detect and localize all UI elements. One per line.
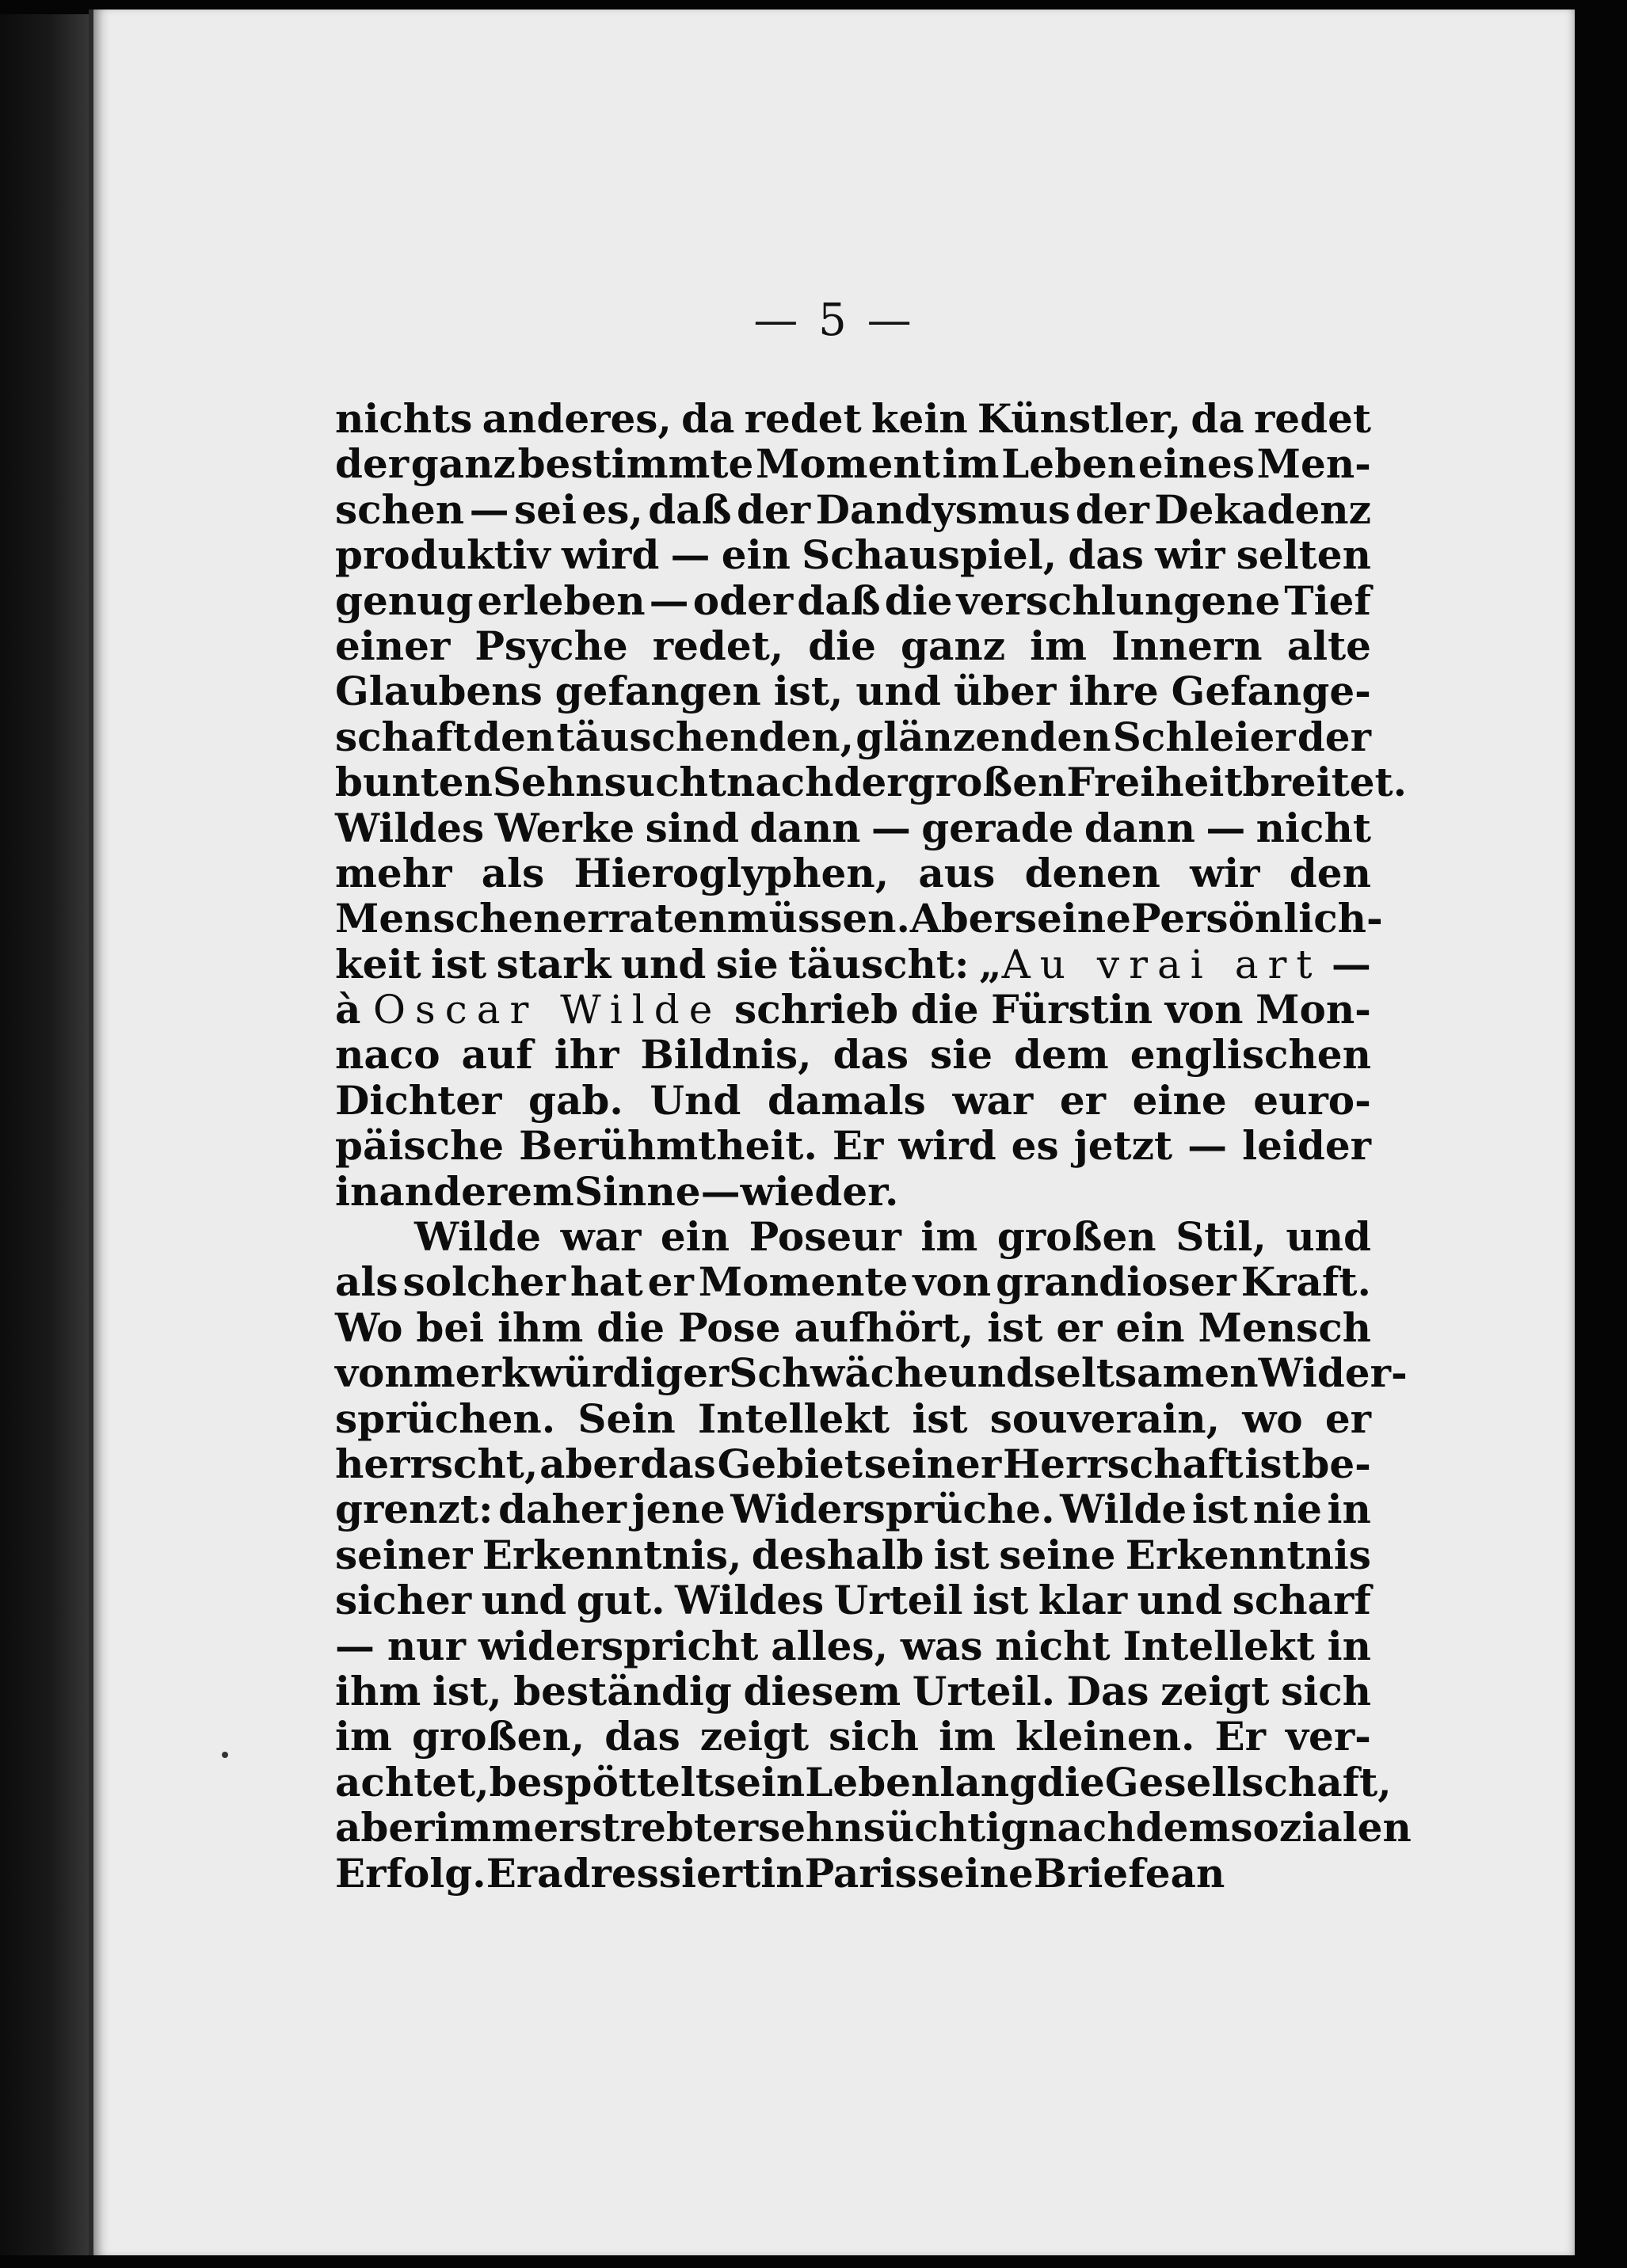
text-line	[335, 1623, 1371, 1669]
word: und	[481, 1577, 567, 1624]
text-line	[335, 1669, 1371, 1714]
word: im	[942, 440, 1000, 488]
word: grandioser	[996, 1258, 1236, 1306]
word: —	[335, 1622, 375, 1669]
word: Wo	[335, 1303, 403, 1351]
word: seiner	[335, 1531, 473, 1578]
word: ist,	[773, 668, 844, 715]
word: und	[948, 1349, 1034, 1397]
word: —	[871, 804, 911, 851]
facing-page-edge	[0, 14, 93, 2255]
text-line	[335, 1441, 1371, 1486]
word: sicher	[335, 1577, 472, 1624]
text-line	[335, 1214, 1371, 1259]
word: von	[335, 1349, 413, 1397]
word: dann	[1084, 804, 1195, 851]
word: anderes,	[482, 395, 672, 442]
text-line	[335, 623, 1371, 668]
word: Glaubens	[335, 668, 543, 715]
word: Wilde	[414, 1213, 542, 1261]
word: aus	[918, 849, 996, 896]
word: zeigt	[1160, 1667, 1270, 1714]
word: Men-	[1256, 440, 1371, 488]
word: Pose	[677, 1303, 781, 1351]
word: Tief	[1284, 577, 1371, 624]
word: aber	[335, 1804, 435, 1851]
word: als	[335, 1258, 398, 1306]
word: Gesellschaft,	[1104, 1758, 1392, 1806]
word: daher	[498, 1486, 627, 1533]
word: souverain,	[989, 1395, 1220, 1442]
word: achtet,	[335, 1758, 490, 1806]
word: produktiv	[335, 531, 551, 579]
word: in	[1327, 1486, 1371, 1533]
word: kleinen.	[1015, 1713, 1195, 1760]
text-line	[335, 1396, 1371, 1441]
word: Wider-	[1258, 1349, 1408, 1397]
word: Wildes	[675, 1577, 825, 1624]
word: einer	[335, 622, 451, 669]
word: scharf	[1232, 1577, 1371, 1624]
word: ihm	[497, 1303, 584, 1351]
word: nur	[387, 1622, 466, 1669]
word: euro-	[1253, 1076, 1371, 1124]
word: großen,	[411, 1713, 585, 1760]
text-line	[335, 1259, 1371, 1304]
word: eines	[1137, 440, 1255, 488]
word: Leben	[805, 1758, 940, 1806]
text-line	[335, 805, 1371, 850]
word: Poseur	[749, 1213, 901, 1261]
word: lang	[939, 1758, 1038, 1806]
word: keit	[335, 940, 421, 987]
word: schrieb	[734, 986, 899, 1033]
word: Erkenntnis	[1125, 1531, 1371, 1578]
word: aber	[539, 1440, 639, 1487]
word: den	[473, 713, 555, 760]
word: zeigt	[699, 1713, 810, 1760]
word: alles,	[771, 1622, 888, 1669]
word: sie	[715, 940, 779, 987]
word: wird	[561, 531, 660, 579]
word: redet,	[652, 622, 784, 669]
word: Widersprüche.	[730, 1486, 1055, 1533]
word: von	[1164, 986, 1244, 1033]
word: Stil,	[1175, 1213, 1267, 1261]
word: diesem	[743, 1667, 901, 1714]
word: im	[335, 1713, 392, 1760]
word: Urteil.	[912, 1667, 1055, 1714]
word: Wildes	[335, 804, 485, 851]
word: die	[808, 622, 876, 669]
word: Menschen	[335, 895, 562, 942]
word: deshalb	[751, 1531, 924, 1578]
word: breitet.	[1242, 759, 1408, 806]
word: denen	[1024, 849, 1160, 896]
word: in	[335, 1167, 379, 1215]
word: wir	[1155, 531, 1225, 579]
word: daß	[648, 485, 732, 533]
word: damals	[767, 1076, 926, 1124]
word: Gefange-	[1171, 668, 1371, 715]
word: im	[920, 1213, 978, 1261]
word: naco	[335, 1031, 440, 1079]
word: die	[910, 986, 979, 1033]
word: bei	[416, 1303, 485, 1351]
word: er	[647, 1258, 694, 1306]
word: Dekadenz	[1154, 485, 1371, 533]
word: schaft	[335, 713, 471, 760]
word: anderem	[379, 1167, 574, 1215]
word: beständig	[513, 1667, 732, 1714]
word: die	[596, 1303, 665, 1351]
word: ist	[933, 1531, 989, 1578]
word: Leben	[1001, 440, 1137, 488]
word: nichts	[335, 395, 473, 442]
word: war	[560, 1213, 642, 1261]
word: redet	[1253, 395, 1371, 442]
word: genug	[335, 577, 474, 624]
word: ein	[1115, 1303, 1185, 1351]
word: dem	[1135, 1804, 1231, 1851]
word: seine	[999, 1531, 1116, 1578]
word: Mon-	[1255, 986, 1371, 1033]
word: der	[335, 440, 410, 488]
word: Intellekt	[697, 1395, 890, 1442]
word: Dichter	[335, 1076, 502, 1124]
word: Aber	[909, 895, 1015, 942]
word: Dandysmus	[815, 485, 1071, 533]
word: nach	[726, 759, 834, 806]
text-line	[335, 668, 1371, 714]
word: Innern	[1111, 622, 1263, 669]
text-line	[335, 532, 1371, 577]
word: das	[1068, 531, 1144, 579]
word: Und	[650, 1076, 741, 1124]
word: dann	[749, 804, 861, 851]
word: ihm	[335, 1667, 421, 1714]
word: wird	[898, 1122, 996, 1170]
word: herrscht,	[335, 1440, 539, 1487]
word: klar	[1038, 1577, 1128, 1624]
text-line	[335, 895, 1383, 942]
word: Gebiet	[717, 1440, 863, 1487]
word: hat	[570, 1258, 643, 1306]
page	[89, 10, 1575, 2255]
word: ihre	[1069, 668, 1159, 715]
text-line	[335, 714, 1371, 759]
word: nach	[1028, 1804, 1136, 1851]
word: ist	[912, 1395, 968, 1442]
word: bestimmte	[517, 440, 754, 488]
word: an	[1170, 1849, 1225, 1897]
word: gab.	[528, 1076, 623, 1124]
word: ganz	[410, 440, 516, 488]
word: Kraft.	[1240, 1258, 1371, 1306]
text-line	[335, 487, 1371, 532]
text-line	[335, 1714, 1371, 1759]
word: er	[1059, 1076, 1107, 1124]
word: sei	[514, 485, 577, 533]
word: —	[1331, 940, 1371, 987]
word: Herrschaft	[1002, 1440, 1244, 1487]
word: jetzt	[1073, 1122, 1173, 1170]
word: Moment	[755, 440, 940, 488]
word: gerade	[921, 804, 1074, 851]
word: das	[833, 1031, 909, 1079]
word: Fürstin	[991, 986, 1153, 1033]
word: adressiert	[537, 1849, 761, 1897]
word: Er	[832, 1122, 884, 1170]
word: Sinne	[573, 1167, 701, 1215]
word: die	[884, 577, 953, 624]
word: immer	[434, 1804, 580, 1851]
word: der	[1297, 713, 1371, 760]
text-line	[335, 1032, 1371, 1077]
word: Persönlich-	[1130, 895, 1383, 942]
word: im	[939, 1713, 996, 1760]
word: bunten	[335, 759, 493, 806]
spaced-emphasis-word: Oscar Wilde	[373, 987, 722, 1033]
word: den	[1289, 849, 1371, 896]
word: Intellekt	[1122, 1622, 1315, 1669]
word: ist	[972, 1577, 1029, 1624]
word: ein	[721, 531, 791, 579]
word: täuschenden,	[556, 713, 854, 760]
word: was	[900, 1622, 983, 1669]
word: be-	[1301, 1440, 1371, 1487]
word: ist	[1191, 1486, 1248, 1533]
text-line	[335, 1532, 1371, 1577]
word: da	[1191, 395, 1244, 442]
text-line	[335, 1577, 1371, 1623]
word: wir	[1190, 849, 1260, 896]
word: Freiheit	[1066, 759, 1243, 806]
word: die	[1037, 1758, 1105, 1806]
word: Er	[1214, 1713, 1266, 1760]
word: nicht	[1255, 804, 1371, 851]
word: und	[1137, 1577, 1223, 1624]
word: er	[1056, 1303, 1103, 1351]
word: und	[1286, 1213, 1371, 1261]
text-line	[335, 441, 1371, 486]
word: gefangen	[554, 668, 761, 715]
word: ist	[987, 1303, 1043, 1351]
word: das	[604, 1713, 680, 1760]
word: sein	[713, 1758, 806, 1806]
word: großen	[996, 1213, 1156, 1261]
word: Erfolg.	[335, 1849, 486, 1897]
word: der	[1075, 485, 1149, 533]
word: redet	[744, 395, 862, 442]
word: alte	[1286, 622, 1371, 669]
word: merkwürdiger	[413, 1349, 730, 1397]
word: das	[640, 1440, 716, 1487]
word: solcher	[402, 1258, 566, 1306]
word: es	[1011, 1122, 1059, 1170]
word: nicht	[995, 1622, 1111, 1669]
word: er	[1324, 1395, 1371, 1442]
word: selten	[1236, 531, 1371, 579]
word: da	[681, 395, 735, 442]
word: —	[670, 531, 711, 579]
text-line	[335, 987, 1371, 1032]
word: —	[1206, 804, 1246, 851]
word: Hieroglyphen,	[573, 849, 890, 896]
word: nie	[1252, 1486, 1322, 1533]
word: wo	[1242, 1395, 1303, 1442]
word: täuscht:	[788, 940, 970, 987]
word: Er	[486, 1849, 538, 1897]
word: Werke	[494, 804, 635, 851]
word: und	[855, 668, 941, 715]
word: leider	[1242, 1122, 1371, 1170]
word: —	[469, 485, 509, 533]
text-line	[335, 850, 1371, 896]
word: müssen.	[726, 895, 910, 942]
word: stark	[496, 940, 612, 987]
word: wieder.	[740, 1167, 899, 1215]
word: englischen	[1130, 1031, 1371, 1079]
word: Bildnis,	[640, 1031, 812, 1079]
word: Das	[1066, 1667, 1149, 1714]
word: sehnsüchtig	[758, 1804, 1029, 1851]
word: strebt	[579, 1804, 712, 1851]
text-line	[335, 1169, 1371, 1214]
text-line	[335, 942, 1371, 987]
word: Sein	[577, 1395, 676, 1442]
word: —	[700, 1167, 741, 1215]
word: ist,	[432, 1667, 502, 1714]
word: und	[620, 940, 707, 987]
text-line	[335, 1078, 1371, 1123]
word: kein	[871, 395, 968, 442]
word: päische	[335, 1122, 505, 1170]
word: oder	[692, 577, 794, 624]
word: sich	[1281, 1667, 1371, 1714]
word: in	[1327, 1622, 1371, 1669]
word: ein	[660, 1213, 730, 1261]
word: der	[833, 759, 908, 806]
spaced-emphasis-word: „Au vrai art	[978, 940, 1322, 987]
body-text	[335, 395, 1412, 1897]
word: in	[760, 1849, 805, 1897]
word: widerspricht	[478, 1622, 759, 1669]
word: sind	[645, 804, 740, 851]
word: auf	[461, 1031, 533, 1079]
word: ist	[430, 940, 487, 987]
word: seltsamen	[1033, 1349, 1259, 1397]
text-line	[335, 1123, 1371, 1168]
word: seine	[1014, 895, 1131, 942]
text-line	[335, 1349, 1408, 1397]
word: daß	[797, 577, 881, 624]
word: bespöttelt	[489, 1758, 714, 1806]
word: sozialen	[1230, 1804, 1412, 1851]
word: Wilde	[1060, 1486, 1187, 1533]
word: über	[953, 668, 1057, 715]
word: erleben	[477, 577, 646, 624]
word: Paris	[804, 1849, 917, 1897]
word: sprüchen.	[335, 1395, 556, 1442]
page-number: — 5 —	[753, 295, 915, 346]
text-line	[335, 759, 1408, 806]
word: als	[481, 849, 545, 896]
word: ver-	[1285, 1713, 1371, 1760]
paper-speck	[222, 1752, 228, 1758]
word: sie	[930, 1031, 993, 1079]
word: schen	[335, 485, 465, 533]
text-line	[335, 1851, 1371, 1896]
word: Sehnsucht	[492, 759, 726, 806]
word: Schwäche	[729, 1349, 949, 1397]
word: Künstler,	[977, 395, 1182, 442]
word: Briefe	[1033, 1849, 1171, 1897]
word: Psyche	[474, 622, 628, 669]
word: aufhört,	[794, 1303, 974, 1351]
word: war	[952, 1076, 1034, 1124]
text-line	[335, 578, 1371, 623]
word: —	[649, 577, 689, 624]
word: von	[913, 1258, 992, 1306]
word: ihr	[554, 1031, 619, 1079]
word: Schauspiel,	[802, 531, 1057, 579]
text-line	[335, 1305, 1371, 1350]
word: glänzenden	[855, 713, 1111, 760]
word: Mensch	[1198, 1303, 1371, 1351]
word: ist	[1244, 1440, 1301, 1487]
word: Urteil	[833, 1577, 963, 1624]
word: jene	[631, 1486, 726, 1533]
text-line	[335, 1804, 1412, 1851]
text-line	[335, 396, 1371, 441]
word: ganz	[901, 622, 1006, 669]
word: verschlungene	[956, 577, 1281, 624]
word: à	[335, 986, 361, 1033]
word: grenzt:	[335, 1486, 493, 1533]
word: im	[1030, 622, 1088, 669]
word: gut.	[576, 1577, 665, 1624]
text-line	[335, 1758, 1392, 1806]
word: seine	[916, 1849, 1034, 1897]
word: erraten	[562, 895, 727, 942]
text-line	[335, 1486, 1371, 1532]
word: sich	[829, 1713, 920, 1760]
word: es,	[581, 485, 643, 533]
word: Momente	[698, 1258, 909, 1306]
word: Schleier	[1112, 713, 1296, 760]
word: —	[1187, 1122, 1228, 1170]
word: Erkenntnis,	[482, 1531, 742, 1578]
word: mehr	[335, 849, 452, 896]
word: dem	[1014, 1031, 1109, 1079]
word: eine	[1132, 1076, 1227, 1124]
word: der	[737, 485, 811, 533]
word: er	[711, 1804, 759, 1851]
word: großen	[907, 759, 1067, 806]
word: Berühmtheit.	[519, 1122, 817, 1170]
word: seiner	[863, 1440, 1002, 1487]
